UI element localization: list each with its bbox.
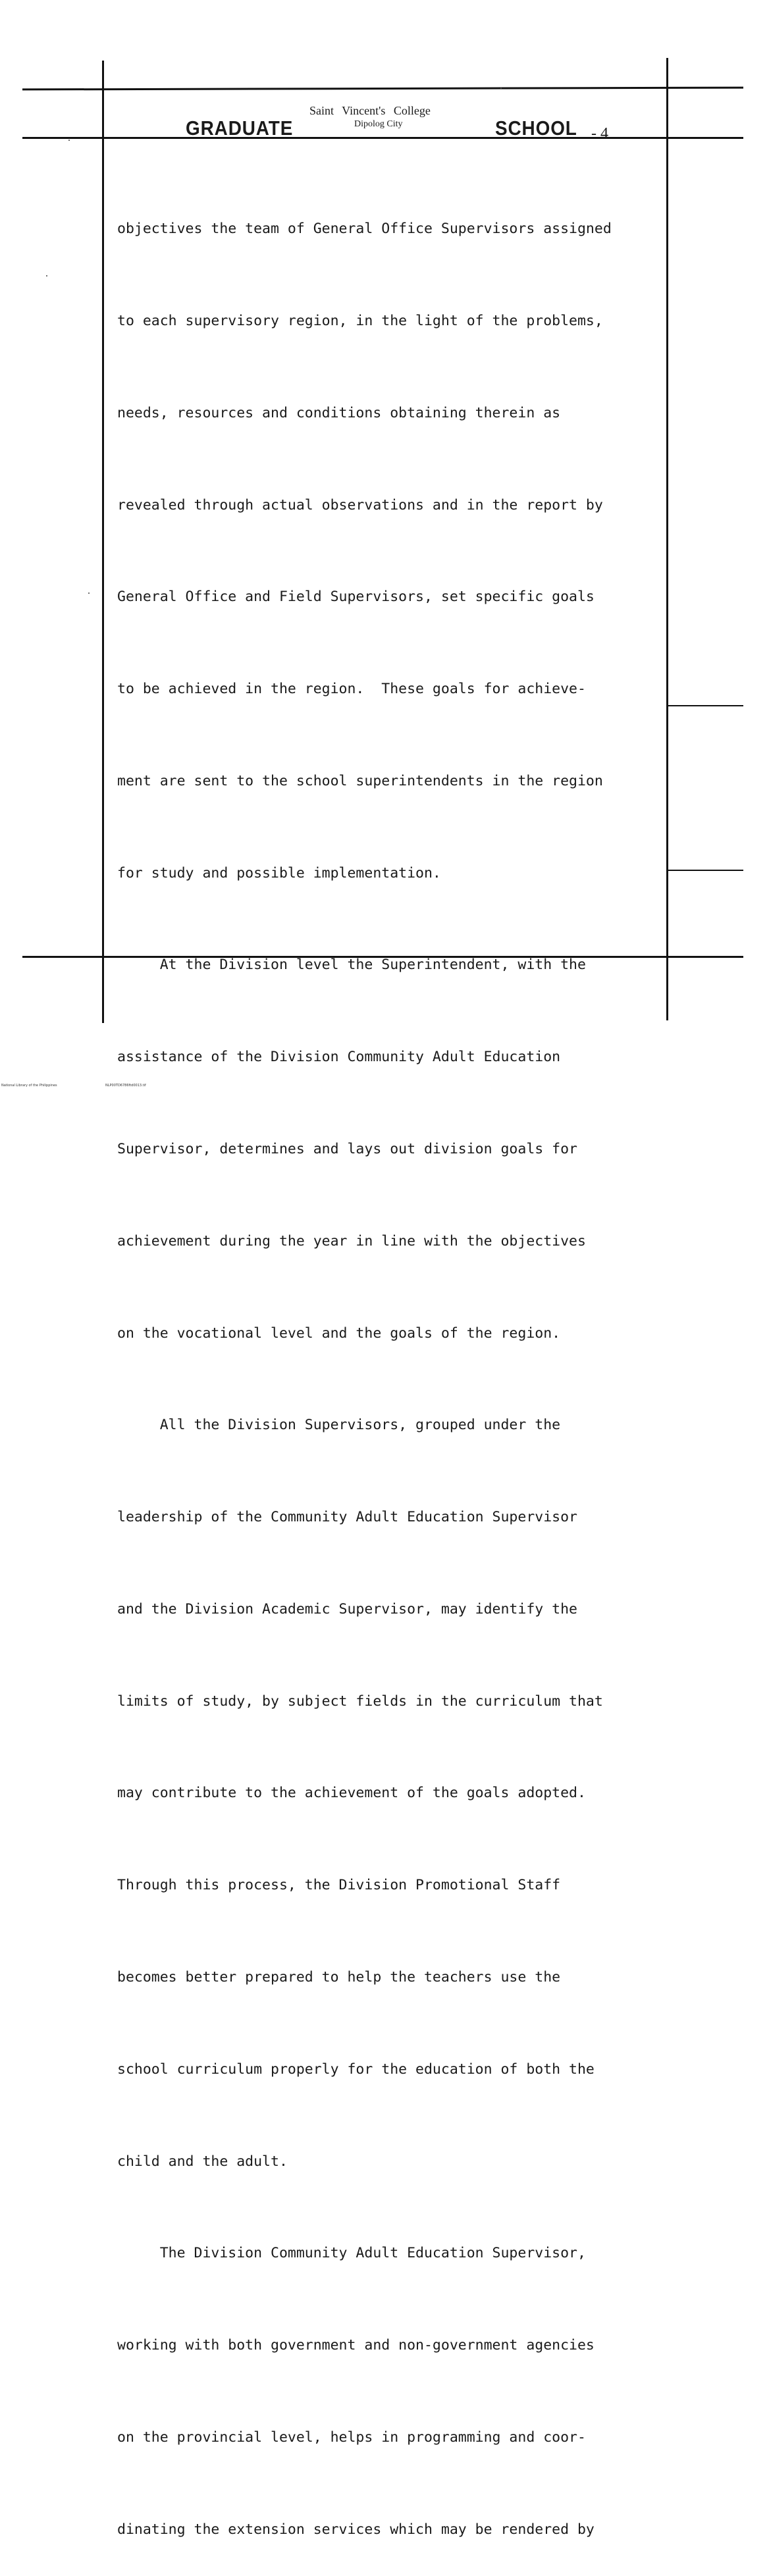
text-line: becomes better prepared to help the teachers use the bbox=[117, 1969, 561, 1986]
text-line: leadership of the Community Adult Education Supervisor bbox=[117, 1509, 577, 1526]
footer-library: National Library of the Philippines bbox=[1, 1084, 57, 1088]
text-line: school curriculum properly for the education of both the bbox=[117, 2061, 595, 2078]
text-line: limits of study, by subject fields in the curriculum that bbox=[117, 1693, 603, 1710]
text-line: Supervisor, determines and lays out division goals for bbox=[117, 1141, 577, 1157]
scan-speck bbox=[46, 275, 47, 276]
header-institution: Saint Vincent's College bbox=[309, 104, 431, 117]
scan-speck bbox=[500, 88, 502, 89]
text-line: At the Division level the Superintendent, with the bbox=[117, 957, 586, 974]
text-line: objectives the team of General Office Supervisors assigned bbox=[117, 221, 612, 238]
scan-speck bbox=[88, 592, 90, 594]
text-line: on the provincial level, helps in programming and coor- bbox=[117, 2429, 586, 2446]
header-graduate: GRADUATE bbox=[186, 117, 294, 140]
left-margin-line bbox=[102, 61, 104, 1023]
page-header bbox=[0, 0, 769, 145]
text-line: working with both government and non-government agencies bbox=[117, 2337, 595, 2354]
text-line: The Division Community Adult Education Supervisor, bbox=[117, 2245, 586, 2262]
right-margin-rule-2 bbox=[668, 870, 743, 871]
text-line: on the vocational level and the goals of the region. bbox=[117, 1325, 561, 1342]
footer-filename: NLP00TD6786ftd0013.tif bbox=[105, 1084, 146, 1088]
scan-speck bbox=[68, 140, 70, 141]
text-line: to be achieved in the region. These goals for achieve- bbox=[117, 681, 586, 698]
text-line: to each supervisory region, in the light of the problems, bbox=[117, 312, 603, 329]
text-line: revealed through actual observations and in the report by bbox=[117, 496, 603, 513]
text-line: and the Division Academic Supervisor, may identify the bbox=[117, 1600, 577, 1617]
text-line: may contribute to the achievement of the goals adopted. bbox=[117, 1785, 586, 1802]
text-line: child and the adult. bbox=[117, 2153, 288, 2170]
page-number: - 4 bbox=[591, 125, 608, 142]
text-line: assistance of the Division Community Adult Education bbox=[117, 1049, 561, 1066]
text-line: Through this process, the Division Promotional Staff bbox=[117, 1877, 561, 1894]
text-line: dinating the extension services which may be rendered by bbox=[117, 2521, 595, 2538]
text-line: achievement during the year in line with the objectives bbox=[117, 1232, 586, 1249]
text-line: General Office and Field Supervisors, set specific goals bbox=[117, 589, 595, 606]
text-line: All the Division Supervisors, grouped under the bbox=[117, 1417, 561, 1434]
header-school: SCHOOL bbox=[495, 117, 577, 140]
text-line: ment are sent to the school superintendents in the region bbox=[117, 772, 603, 789]
body-text bbox=[117, 153, 670, 2576]
right-margin-rule-1 bbox=[668, 705, 743, 706]
header-city: Dipolog City bbox=[354, 119, 403, 129]
text-line: needs, resources and conditions obtaining therein as bbox=[117, 404, 561, 421]
text-line: for study and possible implementation. bbox=[117, 864, 441, 881]
